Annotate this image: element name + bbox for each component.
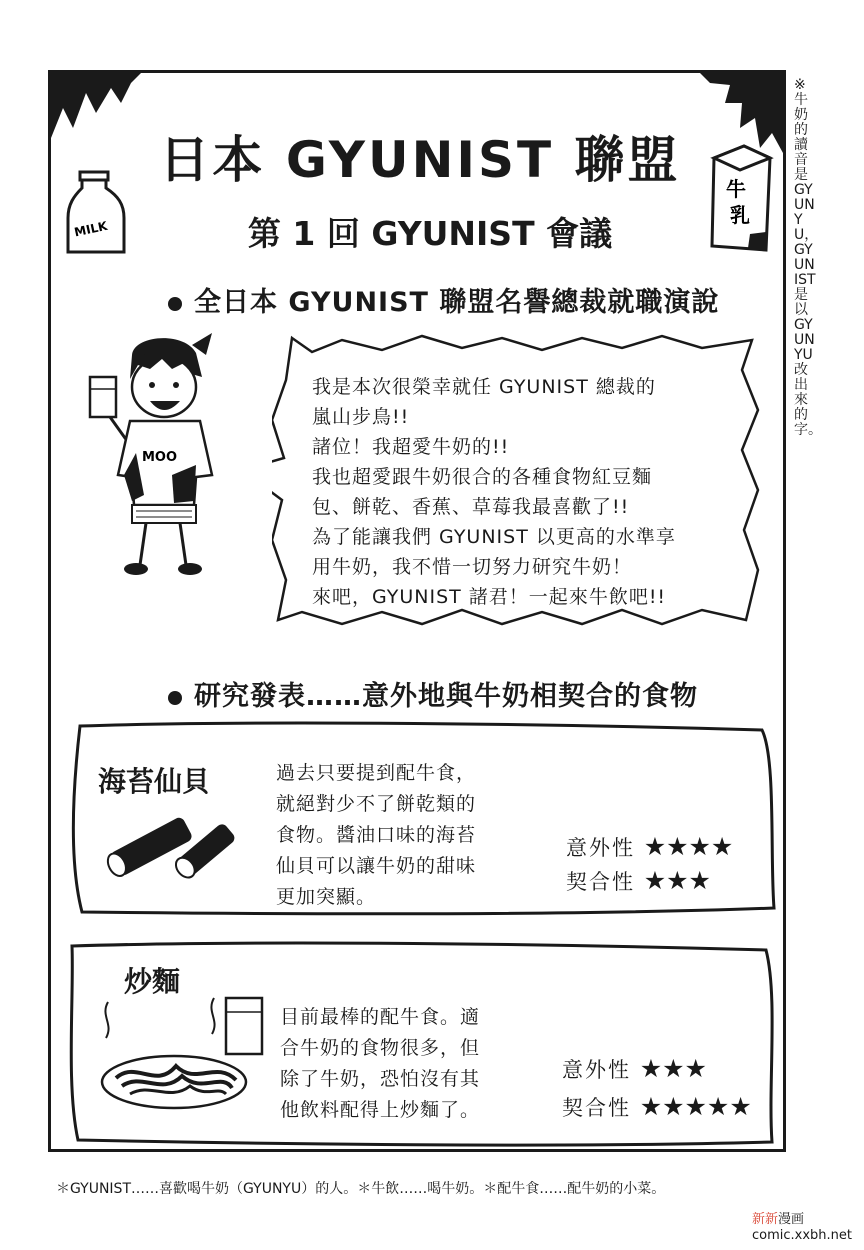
milk-bottle-label: MILK (73, 218, 109, 240)
food-card-2-line: 合牛奶的食物很多，但 (280, 1037, 481, 1059)
speech-line: 我是本次很榮幸就任 GYUNIST 總裁的 (312, 376, 656, 398)
watermark-brand-suffix: 漫画 (778, 1212, 805, 1227)
match-stars: ★★★★★ (639, 1092, 752, 1121)
footnote: ＊GYUNIST……喜歡喝牛奶（GYUNYU）的人。＊牛飲……喝牛奶。＊配牛食……配牛奶的小菜。 (56, 1181, 666, 1197)
food-card-2-line: 除了牛奶，恐怕沒有其 (280, 1068, 481, 1090)
food-card-2-text (280, 1002, 480, 1126)
food-card-2-line: 他飲料配得上炒麵了。 (280, 1099, 481, 1121)
speech-line: 來吧，GYUNIST 諸君！一起來牛飲吧!! (312, 586, 667, 608)
milk-carton-icon (700, 138, 780, 258)
seaweed-cracker-icon (100, 806, 240, 886)
food-card-1-line: 過去只要提到配牛食， (276, 762, 477, 784)
food-card-2-title: 炒麵 (124, 965, 181, 998)
page-title: 日本 GYUNIST 聯盟 (159, 131, 681, 189)
watermark-url: comic.xxbh.net (752, 1228, 853, 1243)
milk-bottle-icon (60, 170, 130, 260)
page-subtitle: 第 1 回 GYUNIST 會議 (247, 214, 613, 253)
speech-line: 嵐山步鳥!! (312, 406, 410, 428)
character-illustration (84, 325, 234, 585)
speech-line: 諸位！我超愛牛奶的!! (312, 436, 510, 458)
speech-text (312, 372, 752, 612)
research-section-heading (168, 674, 698, 713)
milk-carton-label-2: 乳 (730, 203, 750, 227)
speech-line: 為了能讓我們 GYUNIST 以更高的水準享 (312, 526, 676, 548)
surprise-label: 意外性 (566, 836, 635, 860)
speech-line: 我也超愛跟牛奶很合的各種食物紅豆麵 (312, 466, 653, 488)
food-card-1-title: 海苔仙貝 (98, 765, 211, 798)
food-card-1-surprise (566, 832, 733, 862)
shirt-label: MOO (142, 450, 178, 465)
speech-line: 用牛奶，我不惜一切努力研究牛奶！ (312, 556, 633, 578)
food-card-2-line: 目前最棒的配牛食。適 (280, 1006, 481, 1028)
speech-line: 包、餅乾、香蕉、草莓我最喜歡了!! (312, 496, 630, 518)
food-card-1-line: 更加突顯。 (276, 886, 377, 908)
food-card-1-text (276, 758, 476, 913)
corner-splash-top-left (51, 73, 141, 143)
watermark (752, 1212, 852, 1244)
bullet-icon (168, 691, 182, 705)
speech-section-heading (168, 280, 719, 319)
food-card-1-line: 仙貝可以讓牛奶的甜味 (276, 855, 477, 877)
research-heading-text: 研究發表……意外地與牛奶相契合的食物 (194, 681, 698, 712)
food-card-1-match (566, 866, 711, 896)
speech-heading-text: 全日本 GYUNIST 聯盟名譽總裁就職演說 (194, 287, 720, 318)
match-stars: ★★★ (643, 866, 711, 895)
milk-carton-label-1: 牛 (726, 177, 746, 201)
surprise-stars: ★★★ (639, 1054, 707, 1083)
watermark-brand: 新新 (752, 1212, 779, 1227)
food-card-1-line: 食物。醬油口味的海苔 (276, 824, 477, 846)
food-card-2-surprise (562, 1054, 707, 1084)
fried-noodles-icon (96, 990, 276, 1120)
match-label: 契合性 (566, 870, 635, 894)
surprise-stars: ★★★★ (643, 832, 734, 861)
side-note: ※牛奶的讀音是GYUNYU，GYUNIST是以GYUNYU改出來的字。 (794, 77, 822, 438)
food-card-1-line: 就絕對少不了餅乾類的 (276, 793, 477, 815)
bullet-icon (168, 297, 182, 311)
surprise-label: 意外性 (562, 1058, 631, 1082)
match-label: 契合性 (562, 1096, 631, 1120)
food-card-2-match (562, 1092, 752, 1122)
